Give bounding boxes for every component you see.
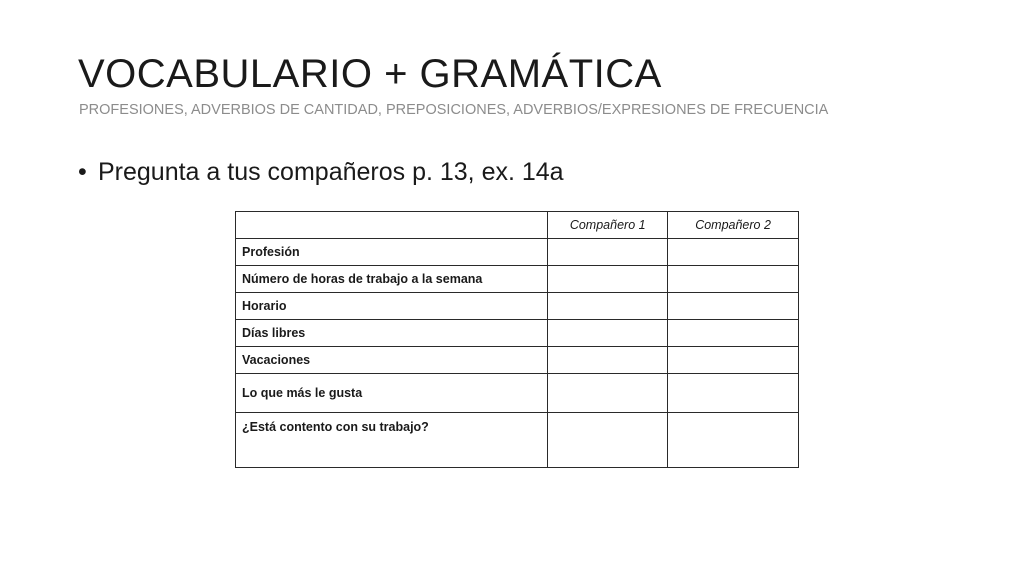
table-header-companero-1: Compañero 1 (548, 212, 668, 239)
answer-cell (668, 239, 799, 266)
table-row (236, 293, 799, 320)
table-header-empty (236, 212, 548, 239)
answer-cell (548, 374, 668, 413)
answer-cell (548, 320, 668, 347)
table-row (236, 239, 799, 266)
table-header-row (236, 212, 799, 239)
row-label: ¿Está contento con su trabajo? (236, 413, 548, 468)
table-row (236, 374, 799, 413)
row-label: Lo que más le gusta (236, 374, 548, 413)
row-label: Profesión (236, 239, 548, 266)
answer-cell (548, 347, 668, 374)
bullet-text: Pregunta a tus compañeros p. 13, ex. 14a (98, 158, 564, 186)
answer-cell (548, 293, 668, 320)
row-label: Vacaciones (236, 347, 548, 374)
answer-cell (548, 413, 668, 468)
answer-cell (668, 347, 799, 374)
table-header-companero-2: Compañero 2 (668, 212, 799, 239)
interview-table (235, 211, 799, 468)
slide-title: VOCABULARIO + GRAMÁTICA (78, 52, 662, 96)
answer-cell (668, 413, 799, 468)
answer-cell (668, 266, 799, 293)
answer-cell (668, 320, 799, 347)
row-label: Número de horas de trabajo a la semana (236, 266, 548, 293)
bullet-icon: • (78, 158, 87, 186)
answer-cell (548, 239, 668, 266)
slide-subtitle: PROFESIONES, ADVERBIOS DE CANTIDAD, PREPOSICIONES, ADVERBIOS/EXPRESIONES DE FRECUENCIA (79, 102, 829, 118)
answer-cell (668, 293, 799, 320)
table-row (236, 320, 799, 347)
table-row (236, 266, 799, 293)
answer-cell (548, 266, 668, 293)
row-label: Horario (236, 293, 548, 320)
answer-cell (668, 374, 799, 413)
bullet-item (78, 155, 564, 189)
row-label: Días libres (236, 320, 548, 347)
table-row (236, 347, 799, 374)
table-row (236, 413, 799, 468)
